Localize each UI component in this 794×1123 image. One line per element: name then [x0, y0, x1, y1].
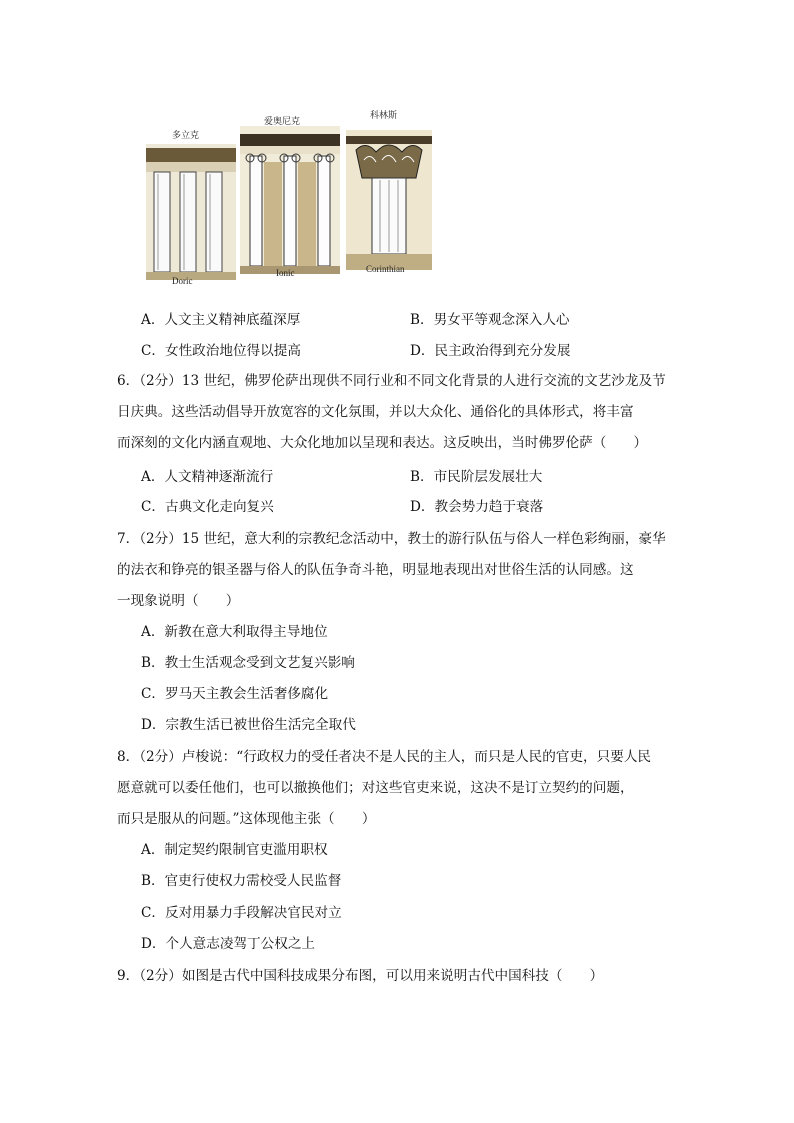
q8-option-a[interactable]: A．制定契约限制官吏滥用职权 — [141, 842, 328, 858]
q5-option-a[interactable]: A．人文主义精神底蕴深厚 — [141, 312, 301, 328]
doric-column-image — [146, 144, 236, 280]
q5-option-d[interactable]: D．民主政治得到充分发展 — [410, 343, 571, 359]
q8-option-b[interactable]: B．官吏行使权力需校受人民监督 — [141, 873, 342, 889]
q7-stem-line-3: 一现象说明（ ） — [117, 593, 240, 609]
q7-option-b[interactable]: B．教士生活观念受到文艺复兴影响 — [141, 655, 355, 671]
q8-stem-line-1: 8．（2分）卢梭说：“行政权力的受任者决不是人民的主人，而只是人民的官吏，只要人民 — [117, 749, 652, 765]
doric-cn-label: 多立克 — [172, 131, 200, 141]
doric-en-label: Doric — [172, 276, 193, 286]
q6-option-b[interactable]: B．市民阶层发展壮大 — [410, 469, 543, 485]
q6-stem-line-2: 日庆典。这些活动倡导开放宽容的文化氛围，并以大众化、通俗化的具体形式，将丰富 — [117, 404, 634, 420]
ionic-column-image — [240, 126, 340, 274]
q8-stem-line-3: 而只是服从的问题。”这体现他主张（ ） — [117, 811, 376, 827]
q7-option-c[interactable]: C．罗马天主教会生活奢侈腐化 — [141, 686, 329, 702]
ionic-cn-label: 爱奥尼克 — [264, 117, 301, 127]
q5-option-b[interactable]: B．男女平等观念深入人心 — [410, 312, 570, 328]
ionic-en-label: Ionic — [276, 268, 295, 278]
column-orders-figure — [142, 108, 432, 286]
q8-option-d[interactable]: D．个人意志凌驾丁公权之上 — [141, 936, 316, 952]
corinthian-cn-label: 科林斯 — [370, 111, 398, 121]
q6-stem-line-3: 而深刻的文化内涵直观地、大众化地加以呈现和表达。这反映出，当时佛罗伦萨（ ） — [117, 435, 648, 451]
q7-stem-line-1: 7．（2分）15 世纪，意大利的宗教纪念活动中，教士的游行队伍与俗人一样色彩绚丽，豪华 — [117, 531, 666, 547]
q7-stem-line-2: 的法衣和铮亮的银圣器与俗人的队伍争奇斗艳，明显地表现出对世俗生活的认同感。这 — [117, 562, 634, 578]
corinthian-en-label: Corinthian — [366, 264, 405, 274]
corinthian-column-image — [346, 130, 432, 270]
q8-stem-line-2: 愿意就可以委任他们，也可以撤换他们；对这些官吏来说，这决不是订立契约的问题， — [117, 780, 634, 796]
q6-stem-line-1: 6．（2分）13 世纪，佛罗伦萨出现供不同行业和不同文化背景的人进行交流的文艺沙龙及节 — [117, 373, 666, 389]
q9-stem-line-1: 9．（2分）如图是古代中国科技成果分布图，可以用来说明古代中国科技（ ） — [117, 968, 604, 984]
q6-option-c[interactable]: C．古典文化走向复兴 — [141, 499, 274, 515]
q6-option-d[interactable]: D．教会势力趋于衰落 — [410, 499, 544, 515]
q5-option-c[interactable]: C．女性政治地位得以提高 — [141, 343, 301, 359]
q7-option-d[interactable]: D．宗教生活已被世俗生活完全取代 — [141, 717, 356, 733]
q6-option-a[interactable]: A．人文精神逐渐流行 — [141, 469, 274, 485]
q8-option-c[interactable]: C．反对用暴力手段解决官民对立 — [141, 905, 342, 921]
q7-option-a[interactable]: A．新教在意大利取得主导地位 — [141, 624, 328, 640]
